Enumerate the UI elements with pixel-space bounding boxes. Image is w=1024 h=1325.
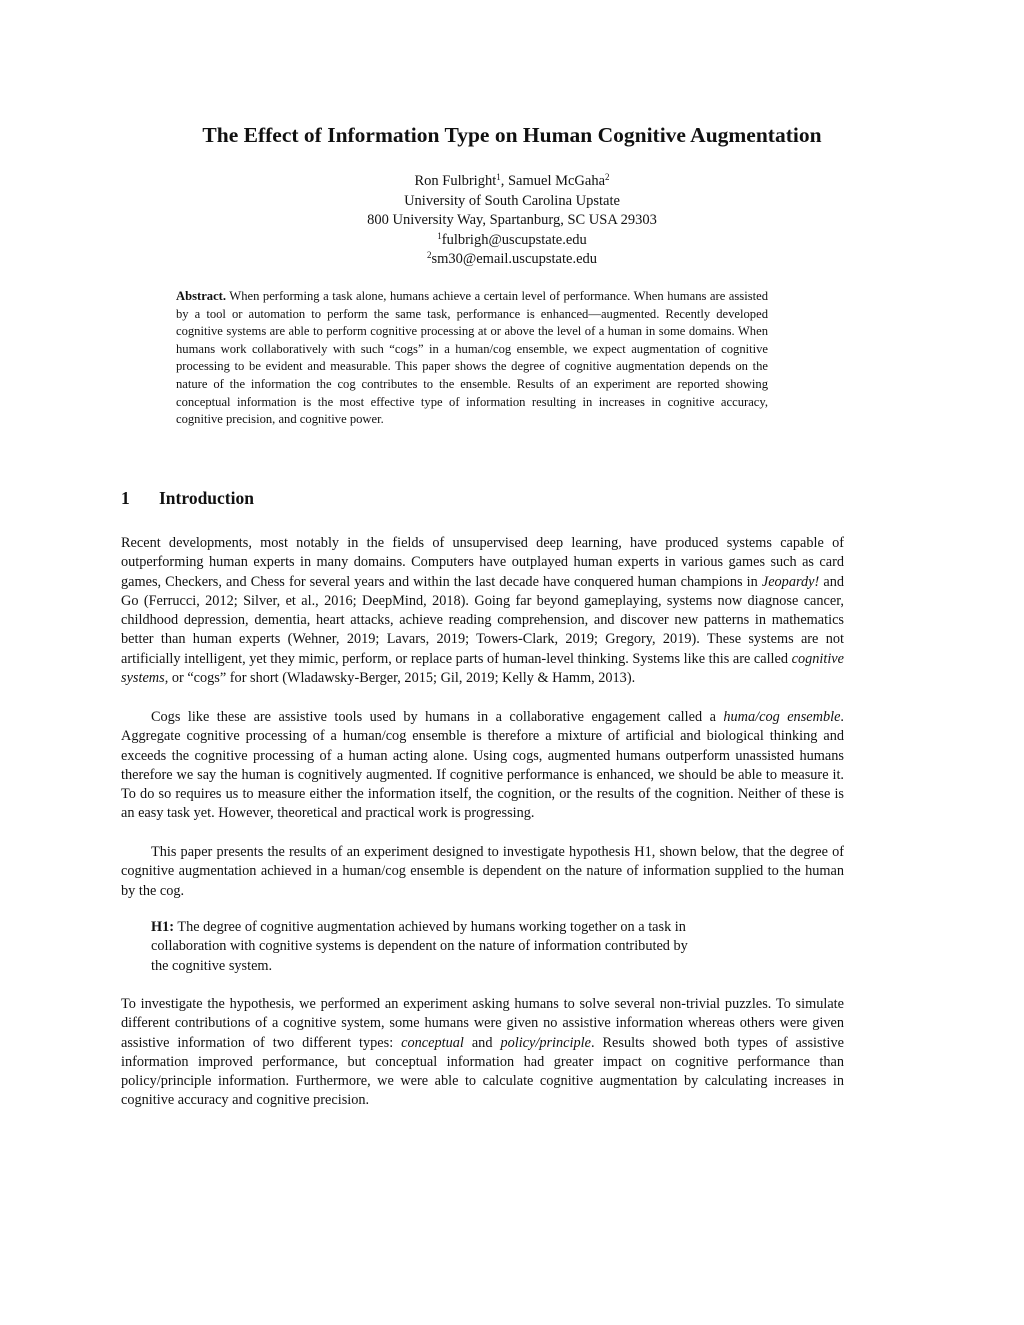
paragraph-text: . Aggregate cognitive processing of a human/cog ensemble is therefore a mixture of artificial and biological thinking and exceeds the cognitive processing of a human acting alone. Using cogs, augmented humans outperform unassisted humans therefore we say the human is cognitively augmented. If cognitive performance is enhanced, we should be able to measure it. To do so requires us to measure either the information itself, the cognition, or the results of the cognition. Neither of these is an easy task yet. However, theoretical and practical work is progressing. (121, 709, 844, 822)
emphasis-text: conceptual (401, 1034, 464, 1051)
body-paragraph: This paper presents the results of an experiment designed to investigate hypothesis H1, shown below, that the degree of cognitive augmentation achieved in a human/cog ensemble is dependent on the nature of information supplied to the human by the cog. (121, 844, 844, 899)
section-heading (121, 485, 254, 511)
author-separator: , (500, 173, 508, 189)
hypothesis-block (151, 918, 801, 976)
paper-title: The Effect of Information Type on Human Cognitive Augmentation (202, 123, 822, 147)
emphasis-text: policy/principle (500, 1034, 591, 1051)
paragraph-text: Recent developments, most notably in the fields of unsupervised deep learning, have produced systems capable of outperforming human experts in many domains. Computers have outplayed human experts in various games such as card games, Checkers, and Chess for several years and within the last decade have conquered human champions in (121, 535, 844, 590)
paragraph-text: To investigate the hypothesis, we performed an experiment asking humans to solve several non-trivial puzzles. To simulate different contributions of a cognitive system, some humans were given no assistive information whereas others were given assistive information of two different types: (121, 996, 844, 1051)
emphasis-text: cognitive systems (121, 650, 844, 687)
author-superscript: 1 (496, 172, 501, 182)
author-name: Ron Fulbright (414, 173, 497, 189)
body-paragraph (121, 534, 844, 688)
author-block (0, 172, 1024, 270)
author-names (0, 172, 1024, 192)
email-superscript: 2 (426, 250, 432, 260)
affiliation: University of South Carolina Upstate (404, 192, 620, 209)
paragraph-text: Cogs like these are assistive tools used by humans in a collaborative engagement called a (151, 709, 724, 725)
body-paragraph (121, 708, 844, 824)
paragraph-text: and (463, 1034, 501, 1051)
email-address: sm30@email.uscupstate.edu (431, 251, 598, 267)
paragraph-text: , or “cogs” for short (Wladawsky-Berger, 2015; Gil, 2019; Kelly & Hamm, 2013). (164, 670, 636, 687)
body-paragraph (121, 995, 844, 1111)
hypothesis-label: H1: (151, 919, 175, 935)
email-address: fulbrigh@uscupstate.edu (441, 231, 587, 248)
abstract-text: When performing a task alone, humans achieve a certain level of performance. When humans are assisted by a tool or automation to perform the same task, performance is enhanced—augmented. Recently developed cognitive systems are able to perform cognitive processing at or above the level of a human in some domains. When humans work collaboratively with such “cogs” in a human/cog ensemble, we expect augmentation of cognitive processing to be evident and measurable. This paper shows the degree of cognitive augmentation depends on the nature of the information the cog contributes to the ensemble. Results of an experiment are reported showing conceptual information is the most effective type of information resulting in increases in cognitive accuracy, cognitive precision, and cognitive power. (176, 289, 768, 427)
paragraph-text: and Go (Ferrucci, 2012; Silver, et al., 2016; DeepMind, 2018). Going far beyond gameplaying, systems now diagnose cancer, childhood depression, dementia, heart attacks, achieve reading comprehension, and discover new patterns in mathematics better than human experts (Wehner, 2019; Lavars, 2019; Towers-Clark, 2019; Gregory, 2019). These systems are not artificially intelligent, yet they mimic, perform, or replace parts of human-level thinking. Systems like this are called (121, 573, 844, 667)
emphasis-text: Jeopardy! (761, 573, 820, 590)
author-name: Samuel McGaha (507, 173, 606, 189)
author-superscript: 2 (605, 172, 610, 182)
section-title: Introduction (159, 488, 254, 508)
emphasis-text: huma/cog ensemble (723, 709, 841, 725)
section-number: 1 (121, 488, 130, 508)
abstract-label: Abstract. (176, 289, 227, 303)
hypothesis-line (151, 918, 801, 937)
email-line (0, 231, 1024, 251)
paragraph-text: . Results showed both types of assistive information improved performance, but conceptual information had greater impact on cognitive performance than policy/principle information. Furthermore, we were able to calculate cognitive augmentation by calculating increases in cognitive accuracy and cognitive precision. (121, 1034, 844, 1109)
email-line (0, 250, 1024, 270)
address: 800 University Way, Spartanburg, SC USA 29303 (367, 212, 657, 228)
abstract (176, 288, 768, 429)
hypothesis-line: collaboration with cognitive systems is dependent on the nature of information contributed by (151, 938, 688, 955)
hypothesis-line: the cognitive system. (151, 957, 273, 974)
email-superscript: 1 (437, 230, 442, 241)
hypothesis-text: The degree of cognitive augmentation achieved by humans working together on a task in (174, 919, 686, 935)
